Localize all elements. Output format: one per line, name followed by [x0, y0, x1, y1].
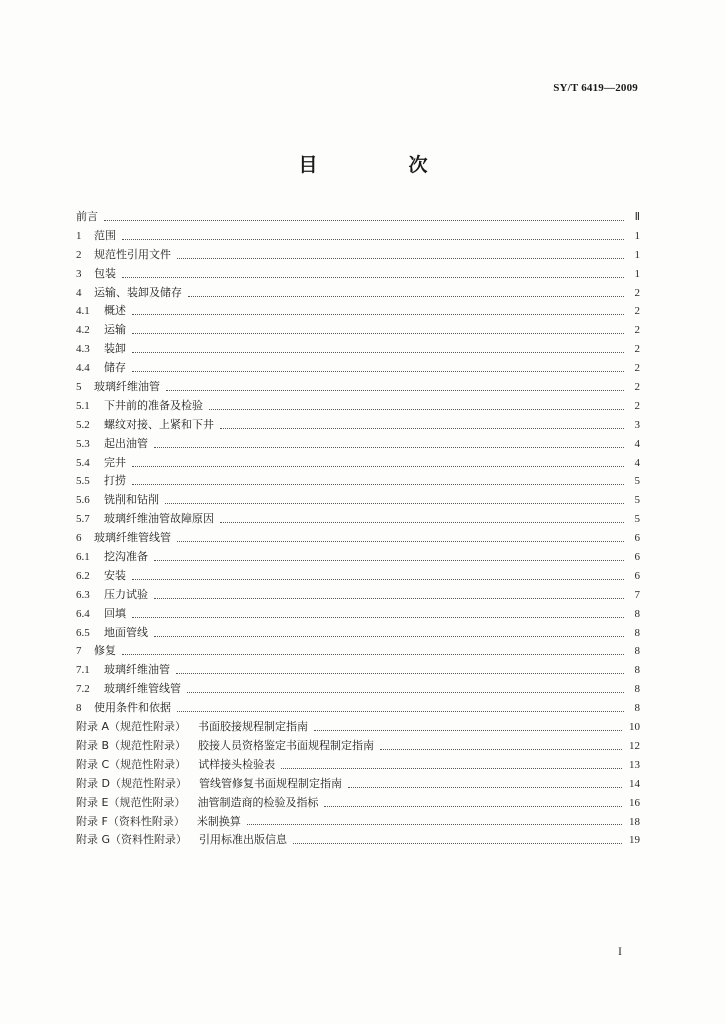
toc-entry[interactable] [76, 227, 640, 246]
toc-entry-title: 挖沟准备 [104, 550, 148, 564]
toc-entry-number: 6.3 [76, 588, 90, 601]
toc-entry-page: 16 [629, 796, 640, 809]
toc-entry-page: 2 [634, 399, 640, 412]
toc-entry-title: 压力试验 [104, 587, 148, 601]
toc-entry-title: 螺纹对接、上紧和下井 [104, 417, 214, 431]
toc-entry-number: 4.4 [76, 362, 90, 375]
toc-entry-page: 6 [634, 569, 640, 582]
toc-entry-title: 试样接头检验表 [198, 757, 276, 771]
toc-leader-dots [324, 806, 622, 807]
toc-entry-number: 6.1 [76, 551, 90, 564]
toc-entry[interactable] [76, 265, 640, 284]
toc-entry-page: 8 [634, 626, 640, 639]
toc-entry-number: 附录 G（资料性附录） [76, 833, 188, 847]
toc-entry-title: 装卸 [104, 342, 126, 356]
toc-entry-number: 4 [76, 286, 82, 299]
toc-leader-dots [132, 314, 624, 315]
toc-leader-dots [220, 522, 624, 523]
toc-entry-page: 18 [629, 815, 640, 828]
toc-leader-dots [132, 617, 624, 618]
toc-entry[interactable] [76, 794, 640, 813]
toc-leader-dots [188, 296, 624, 297]
toc-entry-number: 4.1 [76, 305, 90, 318]
toc-entry-number: 6.5 [76, 626, 90, 639]
toc-entry[interactable] [76, 472, 640, 491]
toc-leader-dots [132, 579, 624, 580]
toc-entry-number: 5.7 [76, 513, 90, 526]
toc-entry-number: 5.6 [76, 494, 90, 507]
toc-leader-dots [132, 371, 624, 372]
toc-leader-dots [348, 787, 622, 788]
toc-entry-number: 8 [76, 702, 82, 715]
toc-entry-title: 胶接人员资格鉴定书面规程制定指南 [198, 738, 375, 752]
toc-entry-number: 5.3 [76, 437, 90, 450]
toc-entry[interactable] [76, 302, 640, 321]
toc-entry-page: 6 [634, 551, 640, 564]
toc-entry[interactable] [76, 567, 640, 586]
toc-entry-number: 7.1 [76, 664, 90, 677]
toc-entry-page: 5 [634, 475, 640, 488]
toc-entry-title: 书面胶接规程制定指南 [198, 720, 309, 734]
toc-entry-number: 2 [76, 248, 82, 261]
toc-entry-title: 前言 [76, 210, 98, 223]
toc-entry-page: 4 [634, 437, 640, 450]
toc-entry-title: 安装 [104, 568, 126, 582]
toc-entry-page: 12 [629, 739, 640, 752]
toc-entry-page: 2 [634, 362, 640, 375]
toc-entry-title: 包装 [94, 266, 116, 280]
toc-entry-number: 附录 D（规范性附录） [76, 776, 187, 790]
toc-entry-title: 米制换算 [196, 814, 241, 828]
toc-entry[interactable] [76, 699, 640, 718]
toc-entry-page: 1 [634, 248, 640, 261]
toc-entry-page: 5 [634, 513, 640, 526]
toc-entry-number: 5.1 [76, 399, 90, 412]
toc-entry[interactable] [76, 208, 640, 227]
toc-entry[interactable] [76, 775, 640, 794]
table-of-contents [76, 208, 640, 850]
toc-leader-dots [220, 428, 624, 429]
toc-leader-dots [132, 484, 624, 485]
toc-leader-dots [154, 598, 624, 599]
toc-entry[interactable] [76, 435, 640, 454]
toc-entry-page: 13 [629, 758, 640, 771]
toc-entry-title: 引用标准出版信息 [199, 833, 288, 847]
toc-entry[interactable] [76, 491, 640, 510]
toc-leader-dots [176, 673, 624, 674]
toc-entry-title: 玻璃纤维管线管 [104, 682, 181, 696]
toc-entry[interactable] [76, 529, 640, 548]
toc-entry-number: 5.4 [76, 456, 90, 469]
toc-entry-title: 使用条件和依据 [94, 701, 171, 715]
toc-entry-title: 玻璃纤维油管故障原因 [104, 512, 214, 526]
toc-entry-page: 10 [629, 721, 640, 734]
toc-entry-number: 5.2 [76, 418, 90, 431]
toc-entry[interactable] [76, 416, 640, 435]
toc-entry-title: 玻璃纤维管线管 [94, 531, 171, 545]
toc-leader-dots [281, 768, 622, 769]
toc-entry-number: 附录 C（规范性附录） [76, 757, 187, 771]
toc-entry-number: 4.3 [76, 343, 90, 356]
toc-entry-title: 规范性引用文件 [94, 247, 171, 261]
toc-leader-dots [177, 258, 624, 259]
toc-leader-dots [209, 409, 624, 410]
toc-entry-number: 6 [76, 532, 82, 545]
toc-entry-number: 4.2 [76, 324, 90, 337]
toc-entry-page: 1 [634, 229, 640, 242]
toc-entry[interactable] [76, 661, 640, 680]
toc-entry-number: 附录 B（规范性附录） [76, 738, 187, 752]
toc-entry[interactable] [76, 321, 640, 340]
toc-entry-title: 起出油管 [104, 436, 148, 450]
toc-entry-title: 玻璃纤维油管 [94, 380, 160, 394]
toc-leader-dots [165, 503, 624, 504]
toc-leader-dots [247, 824, 622, 825]
toc-entry[interactable] [76, 813, 640, 832]
toc-entry-title: 地面管线 [104, 625, 148, 639]
toc-entry-number: 7.2 [76, 683, 90, 696]
toc-entry-page: 6 [634, 532, 640, 545]
toc-leader-dots [187, 692, 624, 693]
toc-entry[interactable] [76, 624, 640, 643]
toc-entry-page: 7 [634, 588, 640, 601]
toc-entry[interactable] [76, 680, 640, 699]
toc-entry-page: 8 [634, 664, 640, 677]
toc-entry-title: 玻璃纤维油管 [104, 663, 170, 677]
toc-entry-number: 6.4 [76, 607, 90, 620]
toc-entry-page: 2 [634, 343, 640, 356]
toc-entry-page: 1 [634, 267, 640, 280]
toc-entry[interactable] [76, 359, 640, 378]
toc-leader-dots [132, 352, 624, 353]
toc-entry-title: 修复 [94, 644, 116, 658]
toc-entry[interactable] [76, 756, 640, 775]
toc-entry-title: 油管制造商的检验及指标 [197, 795, 319, 809]
toc-entry-title: 储存 [104, 361, 126, 375]
toc-entry-number: 附录 E（规范性附录） [76, 795, 186, 809]
toc-entry[interactable] [76, 378, 640, 397]
toc-leader-dots [166, 390, 624, 391]
toc-leader-dots [122, 277, 624, 278]
toc-entry-page: 5 [634, 494, 640, 507]
toc-entry[interactable] [76, 340, 640, 359]
toc-entry-page: 4 [634, 456, 640, 469]
toc-entry-title: 管线管修复书面规程制定指南 [198, 776, 342, 790]
toc-entry-page: Ⅱ [634, 211, 640, 223]
toc-entry-page: 8 [634, 645, 640, 658]
toc-entry-title: 运输、装卸及储存 [94, 285, 182, 299]
document-code: SY/T 6419—2009 [553, 82, 638, 94]
toc-entry[interactable] [76, 454, 640, 473]
toc-leader-dots [154, 636, 624, 637]
toc-leader-dots [154, 560, 624, 561]
toc-leader-dots [132, 333, 624, 334]
toc-entry[interactable] [76, 586, 640, 605]
toc-entry-title: 打捞 [104, 474, 126, 488]
toc-entry-page: 8 [634, 607, 640, 620]
toc-leader-dots [132, 466, 624, 467]
toc-leader-dots [177, 711, 624, 712]
toc-entry-page: 2 [634, 324, 640, 337]
toc-entry-page: 19 [629, 834, 640, 847]
toc-entry-page: 8 [634, 683, 640, 696]
toc-entry[interactable] [76, 246, 640, 265]
toc-entry-number: 3 [76, 267, 82, 280]
toc-entry-title: 回填 [104, 606, 126, 620]
toc-entry[interactable] [76, 605, 640, 624]
page-number: I [618, 944, 622, 958]
toc-entry-title: 概述 [104, 304, 126, 318]
toc-entry-number: 6.2 [76, 569, 90, 582]
toc-entry-title: 范围 [94, 228, 116, 242]
toc-leader-dots [314, 730, 622, 731]
toc-entry-number: 5 [76, 381, 82, 394]
toc-entry-page: 14 [629, 777, 640, 790]
toc-leader-dots [154, 447, 624, 448]
toc-entry[interactable] [76, 510, 640, 529]
toc-leader-dots [104, 220, 624, 221]
toc-leader-dots [177, 541, 624, 542]
toc-entry[interactable] [76, 642, 640, 661]
toc-title: 目 次 [298, 154, 464, 176]
toc-entry-title: 下井前的准备及检验 [104, 398, 203, 412]
toc-entry[interactable] [76, 718, 640, 737]
toc-entry-number: 附录 F（资料性附录） [76, 814, 185, 828]
toc-leader-dots [122, 654, 624, 655]
toc-leader-dots [293, 843, 622, 844]
toc-entry-number: 1 [76, 229, 82, 242]
toc-leader-dots [380, 749, 622, 750]
toc-entry-title: 完井 [104, 455, 126, 469]
toc-entry-title: 铣削和钻削 [104, 493, 159, 507]
toc-entry-page: 2 [634, 305, 640, 318]
toc-entry[interactable] [76, 548, 640, 567]
toc-entry-number: 5.5 [76, 475, 90, 488]
toc-entry-title: 运输 [104, 323, 126, 337]
toc-entry-number: 附录 A（规范性附录） [76, 720, 187, 734]
toc-entry[interactable] [76, 397, 640, 416]
toc-entry[interactable] [76, 284, 640, 303]
toc-entry-page: 2 [634, 286, 640, 299]
toc-entry-number: 7 [76, 645, 82, 658]
toc-entry-page: 2 [634, 381, 640, 394]
toc-entry-page: 8 [634, 702, 640, 715]
toc-entry[interactable] [76, 831, 640, 850]
toc-leader-dots [122, 239, 624, 240]
toc-entry-page: 3 [634, 418, 640, 431]
toc-entry[interactable] [76, 737, 640, 756]
